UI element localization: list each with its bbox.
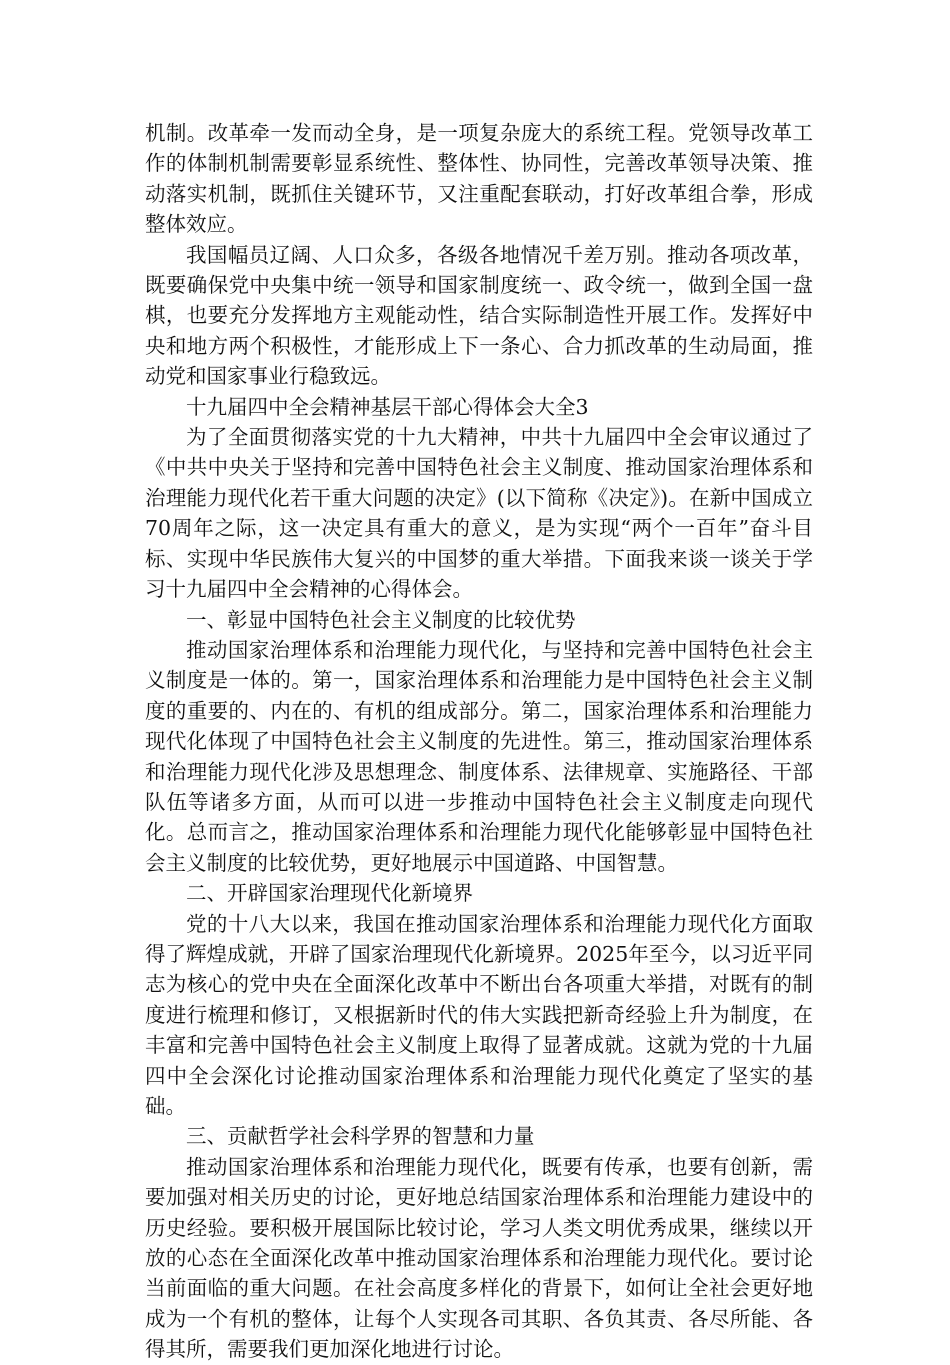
paragraph: 机制。改革牵一发而动全身，是一项复杂庞大的系统工程。党领导改革工作的体制机制需要彰显系统性、整体性、协同性，完善改革领导决策、推动落实机制，既抓住关键环节，又注重配套联动，打好改革组合拳，形成整体效应。	[145, 121, 813, 237]
paragraph: 我国幅员辽阔、人口众多，各级各地情况千差万别。推动各项改革，既要确保党中央集中统一领导和国家制度统一、政令统一，做到全国一盘棋，也要充分发挥地方主观能动性，结合实际制造性开展工作。发挥好中央和地方两个积极性，才能形成上下一条心、合力抓改革的生动局面，推动党和国家事业行稳致远。	[145, 242, 813, 389]
section-heading: 二、开辟国家治理现代化新境界	[186, 881, 473, 906]
paragraph: 推动国家治理体系和治理能力现代化，与坚持和完善中国特色社会主义制度是一体的。第一，国家治理体系和治理能力是中国特色社会主义制度的重要的、内在的、有机的组成部分。第二，国家治理体系和治理能力现代化体现了中国特色社会主义制度的先进性。第三，推动国家治理体系和治理能力现代化涉及思想理念、制度体系、法律规章、实施路径、干部队伍等诸多方面，从而可以进一步推动中国特色社会主义制度走向现代化。总而言之，推动国家治理体系和治理能力现代化能够彰显中国特色社会主义制度的比较优势，更好地展示中国道路、中国智慧。	[145, 637, 813, 875]
section-heading: 一、彰显中国特色社会主义制度的比较优势	[186, 607, 576, 632]
paragraph: 为了全面贯彻落实党的十九大精神，中共十九届四中全会审议通过了《中共中央关于坚持和完善中国特色社会主义制度、推动国家治理体系和治理能力现代化若干重大问题的决定》(以下简称《决定》)。在新中国成立70周年之际，这一决定具有重大的意义，是为实现“两个一百年”奋斗目标、实现中华民族伟大复兴的中国梦的重大举措。下面我来谈一谈关于学习十九届四中全会精神的心得体会。	[145, 425, 813, 602]
section-heading: 三、贡献哲学社会科学界的智慧和力量	[186, 1124, 535, 1149]
document-body	[145, 118, 813, 1365]
section-title: 十九届四中全会精神基层干部心得体会大全3	[186, 394, 589, 419]
paragraph: 推动国家治理体系和治理能力现代化，既要有传承，也要有创新，需要加强对相关历史的讨论，更好地总结国家治理体系和治理能力建设中的历史经验。要积极开展国际比较讨论，学习人类文明优秀成果，继续以开放的心态在全面深化改革中推动国家治理体系和治理能力现代化。要讨论当前面临的重大问题。在社会高度多样化的背景下，如何让全社会更好地成为一个有机的整体，让每个人实现各司其职、各负其责、各尽所能、各得其所，需要我们更加深化地进行讨论。	[145, 1154, 813, 1362]
paragraph: 党的十八大以来，我国在推动国家治理体系和治理能力现代化方面取得了辉煌成就，开辟了国家治理现代化新境界。2025年至今，以习近平同志为核心的党中央在全面深化改革中不断出台各项重大举措，对既有的制度进行梳理和修订，又根据新时代的伟大实践把新奇经验上升为制度，在丰富和完善中国特色社会主义制度上取得了显著成就。这就为党的十九届四中全会深化讨论推动国家治理体系和治理能力现代化奠定了坚实的基础。	[145, 911, 813, 1118]
